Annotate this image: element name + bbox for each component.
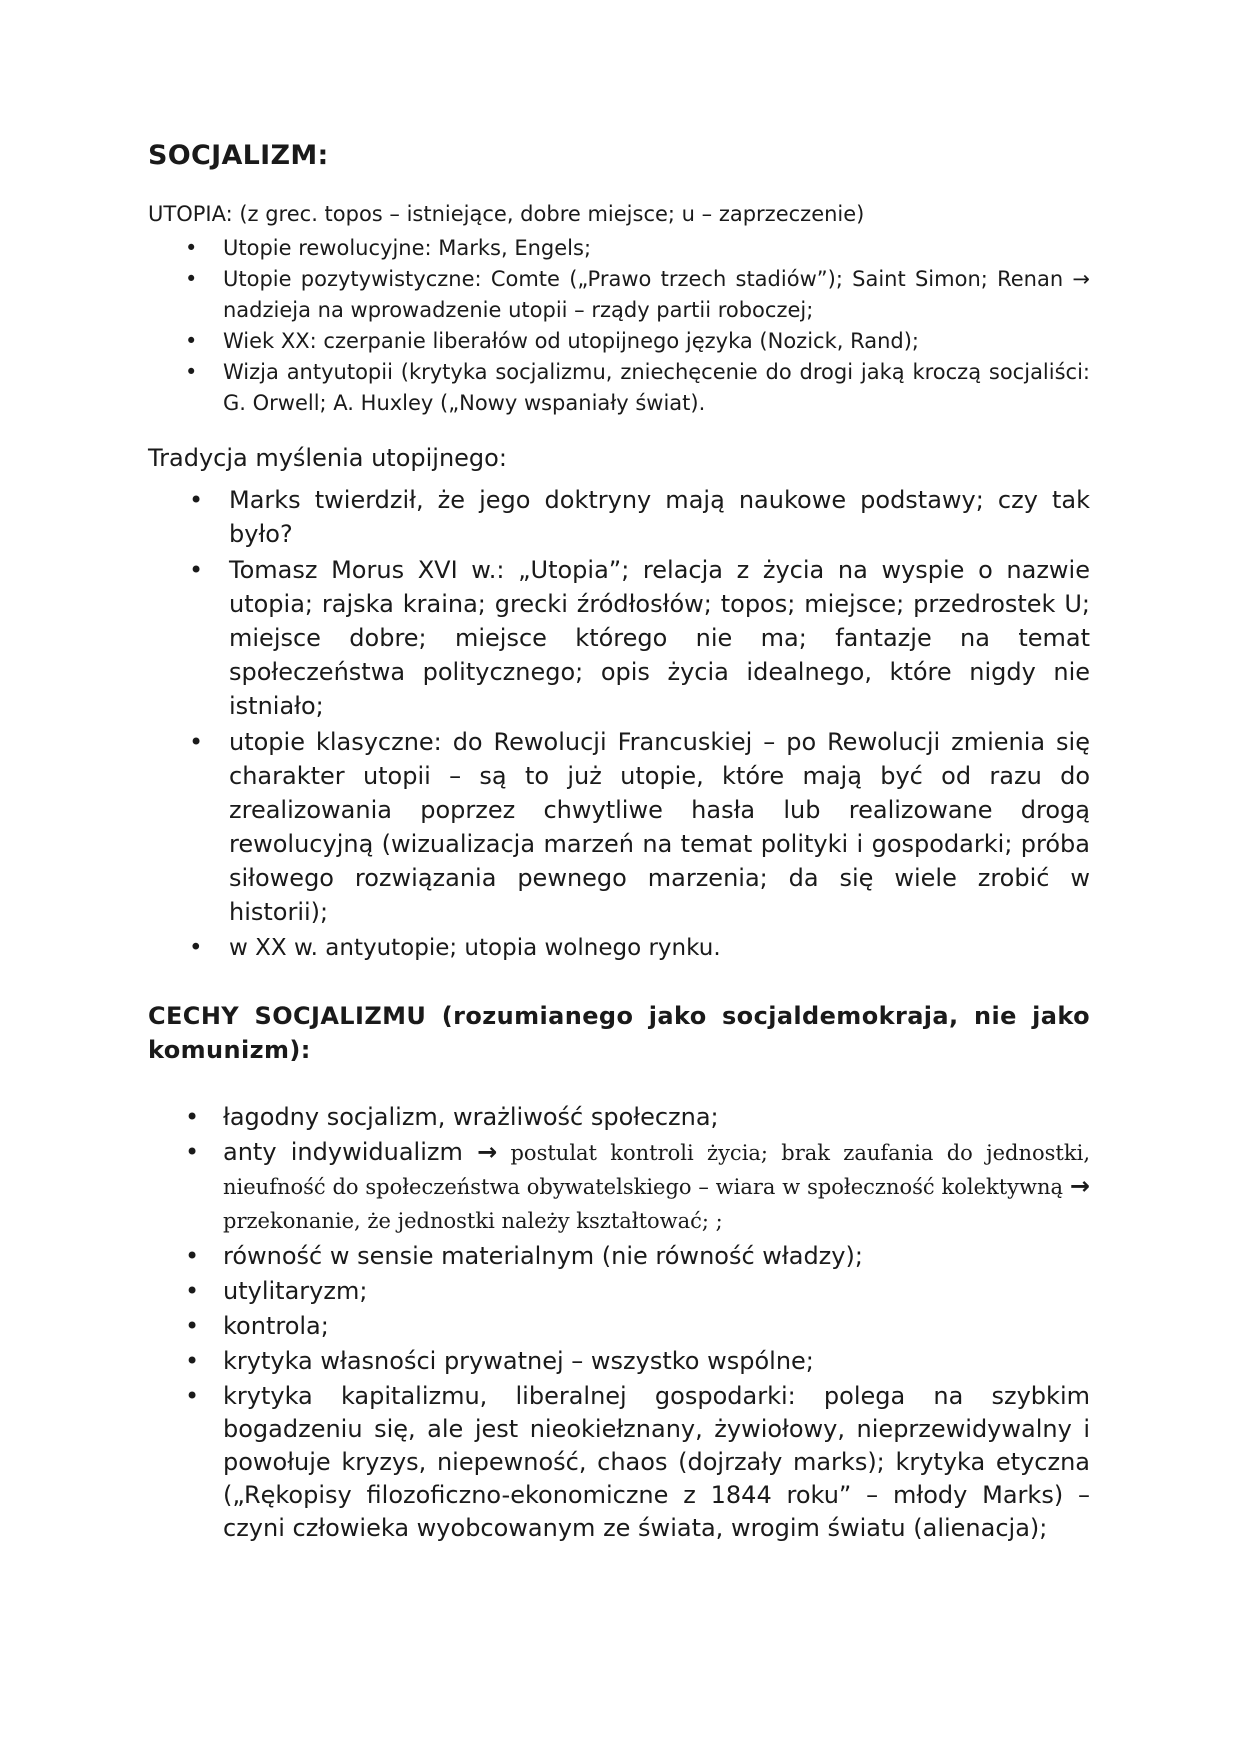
list-item: • krytyka kapitalizmu, liberalnej gospodarki: polega na szybkim bogadzeniu się, ale jest nieokiełznany, żywiołowy, nieprzewidywalny i powołuje kryzys, niepewność, chaos (dojrzały marks); krytyka etyczna („Rękopisy filozoficzno-ekonomiczne z 1844 roku” – młody Marks) – czyni człowieka wyobcowanym ze świata, wrogim światu (alienacja); xyxy=(223,1380,1090,1545)
item-text: przekonanie, że jednostki należy kształtować; ; xyxy=(223,1209,723,1233)
tradition-list xyxy=(148,483,1090,965)
list-item: • krytyka własności prywatnej – wszystko wspólne; xyxy=(223,1345,1090,1378)
features-list xyxy=(148,1101,1090,1545)
utopia-intro: UTOPIA: (z grec. topos – istniejące, dobre miejsce; u – zaprzeczenie) xyxy=(148,202,865,226)
list-item: • w XX w. antyutopie; utopia wolnego rynku. xyxy=(229,931,1090,965)
arrow-right-icon: → xyxy=(477,1138,498,1166)
utopia-list xyxy=(148,233,1090,419)
item-text: postulat kontroli życia; brak zaufania do jednostki, nieufność do społeczeństwa obywatelskiego – wiara w społeczność kolektywną xyxy=(223,1141,1090,1199)
list-item: • kontrola; xyxy=(223,1310,1090,1343)
list-item: • równość w sensie materialnym (nie równość władzy); xyxy=(223,1240,1090,1273)
list-item: • Wiek XX: czerpanie liberałów od utopijnego języka (Nozick, Rand); xyxy=(223,326,1090,357)
tradition-intro: Tradycja myślenia utopijnego: xyxy=(148,444,507,472)
list-item: • utopie klasyczne: do Rewolucji Francuskiej – po Rewolucji zmienia się charakter utopii – są to już utopie, które mają być od razu do zrealizowania poprzez chwytliwe hasła lub realizowane drogą rewolucyjną (wizualizacja marzeń na temat polityki i gospodarki; próba siłowego rozwiązania pewnego marzenia; da się wiele zrobić w historii); xyxy=(229,725,1090,929)
list-item-anti-individualism xyxy=(223,1136,1090,1238)
features-heading: CECHY SOCJALIZMU (rozumianego jako socjaldemokraja, nie jako komunizm): xyxy=(148,1002,1090,1064)
list-item: • Tomasz Morus XVI w.: „Utopia”; relacja z życia na wyspie o nazwie utopia; rajska kraina; grecki źródłosłów; topos; miejsce; przedrostek U; miejsce dobre; miejsce którego nie ma; fantazje na temat społeczeństwa politycznego; opis życia idealnego, które nigdy nie istniało; xyxy=(229,553,1090,723)
list-item: • utylitaryzm; xyxy=(223,1275,1090,1308)
document-title: SOCJALIZM: xyxy=(148,140,329,171)
list-item: • łagodny socjalizm, wrażliwość społeczna; xyxy=(223,1101,1090,1134)
list-item: • Utopie pozytywistyczne: Comte („Prawo trzech stadiów”); Saint Simon; Renan → nadzieja na wprowadzenie utopii – rządy partii roboczej; xyxy=(223,264,1090,326)
document-page xyxy=(148,140,1090,1547)
list-item: • Marks twierdził, że jego doktryny mają naukowe podstawy; czy tak było? xyxy=(229,483,1090,551)
item-lead: anty indywidualizm xyxy=(223,1138,478,1166)
list-item: • Wizja antyutopii (krytyka socjalizmu, zniechęcenie do drogi jaką kroczą socjaliści: G. Orwell; A. Huxley („Nowy wspaniały świat). xyxy=(223,357,1090,419)
list-item: • Utopie rewolucyjne: Marks, Engels; xyxy=(223,233,1090,264)
arrow-right-icon: → xyxy=(1069,1172,1090,1200)
